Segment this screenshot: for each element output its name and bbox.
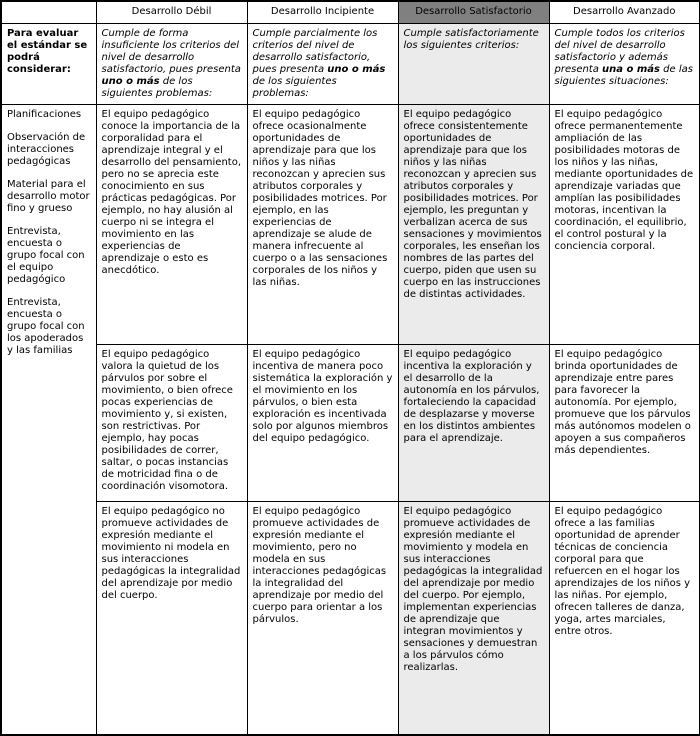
cell-incipiente-row1: El equipo pedagógico ofrece ocasionalmente oportunidades de aprendizaje para que los niños y las niñas reconozcan y aprecien sus atributos corporales y posibilidades motrices. Por ejemplo, en las experiencias de aprendizaje se alude de manera infrecuente al cuerpo o a las sensaciones corporales de los niños y las niñas. xyxy=(247,104,398,344)
list-item: Entrevista, encuesta o grupo focal con los apoderados y las familias xyxy=(7,296,85,356)
list-item: Entrevista, encuesta o grupo focal con el equipo pedagógico xyxy=(7,225,85,285)
list-item: Planificaciones xyxy=(7,108,82,120)
criteria-cell-avanzado xyxy=(549,23,700,104)
cell-incipiente-row2: El equipo pedagógico incentiva de manera poco sistemática la exploración y el movimiento en los párvulos, o bien esta exploración es incentivada solo por algunos miembros del equipo pedagógico. xyxy=(247,344,398,501)
corner-cell xyxy=(1,1,96,23)
criteria-text: de los siguientes problemas: xyxy=(252,75,337,99)
column-header-incipiente: Desarrollo Incipiente xyxy=(247,1,398,23)
cell-debil-row2: El equipo pedagógico valora la quietud de los párvulos por sobre el movimiento, o bien ofrece pocas experiencias de movimiento y, si existen, son restrictivas. Por ejemplo, hay pocas posibilidades de correr, saltar, o pocas instancias de motricidad fina o de coordinación visomotora. xyxy=(96,344,247,501)
cell-avanzado-row2: El equipo pedagógico brinda oportunidades de aprendizaje entre pares para favorecer la autonomía. Por ejemplo, promueve que los párvulos más autónomos modelen o apoyen a sus compañeros más dependientes. xyxy=(549,344,700,501)
cell-avanzado-row3: El equipo pedagógico ofrece a las familias oportunidad de aprender técnicas de conciencia corporal para que refuercen en el hogar los aprendizajes de los niños y las niñas. Por ejemplo, ofrecen talleres de danza, yoga, artes marciales, entre otros. xyxy=(549,501,700,735)
column-header-debil: Desarrollo Débil xyxy=(96,1,247,23)
column-header-satisfactorio: Desarrollo Satisfactorio xyxy=(398,1,549,23)
cell-satisfactorio-row2: El equipo pedagógico incentiva la exploración y el desarrollo de la autonomía en los párvulos, fortaleciendo la capacidad de desplazarse y moverse en los distintos ambientes para el aprendizaje. xyxy=(398,344,549,501)
criteria-text: Cumple de forma insuficiente los criterios del nivel de desarrollo satisfactorio, pues presenta xyxy=(101,27,241,75)
criteria-row xyxy=(1,23,700,104)
criteria-emphasis: uno o más xyxy=(327,63,386,75)
evaluation-sources-list xyxy=(1,104,96,735)
criteria-text: de los siguientes problemas: xyxy=(101,75,213,99)
cell-incipiente-row3: El equipo pedagógico promueve actividades de expresión mediante el movimiento, pero no modela en sus interacciones pedagógicas la integralidad del aprendizaje por medio del cuerpo para orientar a los párvulos. xyxy=(247,501,398,735)
cell-debil-row3: El equipo pedagógico no promueve actividades de expresión mediante el movimiento ni modela en sus interacciones pedagógicas la integralidad del aprendizaje por medio del cuerpo. xyxy=(96,501,247,735)
cell-satisfactorio-row1: El equipo pedagógico ofrece consistentemente oportunidades de aprendizaje para que los niños y las niñas reconozcan y aprecien sus atributos corporales y posibilidades motrices. Por ejemplo, les preguntan y verbalizan acerca de sus sensaciones y movimientos corporales, les enseñan los nombres de las partes del cuerpo, piden que usen su cuerpo en las instrucciones de distintas actividades. xyxy=(398,104,549,344)
table-row xyxy=(1,104,700,344)
table-row xyxy=(1,501,700,735)
evaluation-sources-title: Para evaluar el estándar se podrá considerar: xyxy=(1,23,96,104)
criteria-emphasis: uno o más xyxy=(101,75,160,87)
criteria-text: Cumple satisfactoriamente los siguientes criterios: xyxy=(403,27,539,51)
criteria-cell-debil xyxy=(96,23,247,104)
criteria-text: de las siguientes situaciones: xyxy=(554,63,693,87)
cell-satisfactorio-row3: El equipo pedagógico promueve actividades de expresión mediante el movimiento y modela en sus interacciones pedagógicas la integralidad del aprendizaje por medio del cuerpo. Por ejemplo, implementan experiencias de aprendizaje que integran movimientos y sensaciones y demuestran a los párvulos cómo realizarlas. xyxy=(398,501,549,735)
criteria-emphasis: una o más xyxy=(602,63,660,75)
table-row xyxy=(1,344,700,501)
criteria-text: Cumple todos los criterios del nivel de desarrollo satisfactorio y además presenta xyxy=(554,27,685,75)
list-item: Observación de interacciones pedagógicas xyxy=(7,131,86,167)
header-row xyxy=(1,1,700,23)
cell-avanzado-row1: El equipo pedagógico ofrece permanentemente ampliación de las posibilidades motoras de los niños y las niñas, mediante oportunidades de aprendizaje variadas que amplían las posibilidades motoras, incentivan la coordinación, el equilibrio, el control postural y la conciencia corporal. xyxy=(549,104,700,344)
cell-debil-row1: El equipo pedagógico conoce la importancia de la corporalidad para el aprendizaje integral y el desarrollo del pensamiento, pero no se aprecia este conocimiento en sus prácticas pedagógicas. Por ejemplo, no hay alusión al cuerpo ni se integra el movimiento en las experiencias de aprendizaje o esto es anecdótico. xyxy=(96,104,247,344)
criteria-cell-incipiente xyxy=(247,23,398,104)
criteria-text: Cumple parcialmente los criterios del nivel de desarrollo satisfactorio, pues presenta xyxy=(252,27,378,75)
list-item: Material para el desarrollo motor fino y grueso xyxy=(7,178,90,214)
column-header-avanzado: Desarrollo Avanzado xyxy=(549,1,700,23)
criteria-cell-satisfactorio xyxy=(398,23,549,104)
